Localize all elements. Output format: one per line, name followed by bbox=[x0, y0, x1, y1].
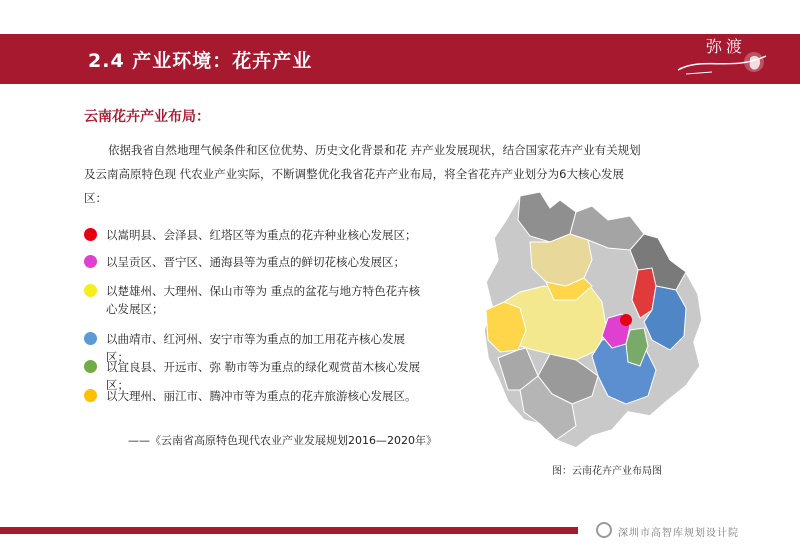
legend-item bbox=[84, 253, 421, 271]
footer-bar bbox=[0, 527, 578, 534]
map-caption: 图：云南花卉产业布局图 bbox=[552, 466, 662, 477]
footer-logo-icon bbox=[596, 522, 612, 538]
legend-label: 以宜良县、开远市、弥 勒市等为重点的绿化观赏苗木核心发展区； bbox=[106, 360, 421, 392]
legend-dot bbox=[84, 228, 97, 241]
legend-dot bbox=[84, 255, 97, 268]
footer-text: 深圳市高智库规划设计院 bbox=[618, 528, 739, 539]
section-title: 云南花卉产业布局： bbox=[84, 109, 210, 125]
legend-label: 以嵩明县、会泽县、红塔区等为重点的花卉种业核心发展区； bbox=[106, 228, 417, 242]
legend-label: 以大理州、丽江市、腾冲市等为重点的花卉旅游核心发展区。 bbox=[106, 389, 417, 403]
legend-dot bbox=[84, 284, 97, 297]
legend-item bbox=[84, 226, 421, 244]
yunnan-flower-industry-map bbox=[480, 190, 706, 452]
legend-label: 以呈贡区、晋宁区、通海县等为重点的鲜切花核心发展区； bbox=[106, 255, 405, 269]
source-citation: ——《云南省高原特色现代农业产业发展规划2016—2020年》 bbox=[128, 434, 437, 447]
intro-paragraph: 依据我省自然地理气候条件和区位优势、历史文化背景和花 卉产业发展现状，结合国家花卉产业有关规划及云南高原特色现 代农业产业实际，不断调整优化我省花卉产业布局，将全省花卉产业划分为6大核心发展区： bbox=[84, 143, 641, 205]
legend-label: 以曲靖市、红河州、安宁市等为重点的加工用花卉核心发展区； bbox=[106, 332, 405, 364]
legend-dot bbox=[84, 389, 97, 402]
logo-text: 弥渡 bbox=[706, 37, 747, 56]
legend-dot bbox=[84, 332, 97, 345]
legend-item bbox=[84, 387, 421, 405]
legend-dot bbox=[84, 360, 97, 373]
page-title: 2.4 产业环境：花卉产业 bbox=[88, 50, 313, 72]
legend-item bbox=[84, 282, 421, 318]
legend-label: 以楚雄州、大理州、保山市等为 重点的盆花与地方特色花卉核心发展区； bbox=[106, 284, 421, 316]
